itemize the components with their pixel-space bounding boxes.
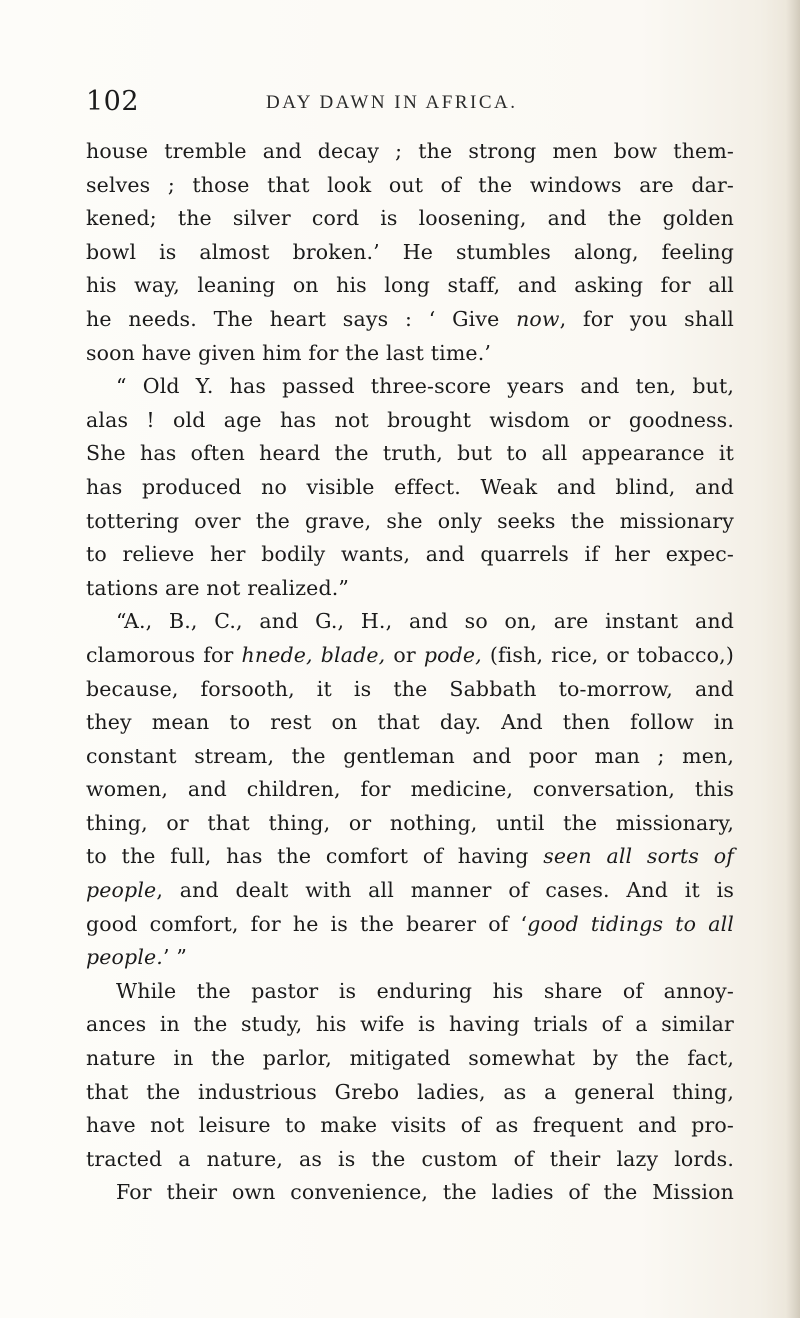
text-run: good comfort, for he is the bearer of ‘ — [86, 911, 528, 936]
text-run: selves ; those that look out of the windows are dar- — [86, 172, 734, 197]
italic-run: pode, — [423, 642, 482, 667]
text-run: While the pastor is enduring his share of annoy- — [116, 978, 734, 1003]
text-line — [86, 639, 734, 673]
text-run: (fish, rice, or tobacco,) — [481, 642, 734, 667]
text-line — [86, 538, 734, 572]
text-run: , and dealt with all manner of cases. And it is — [156, 878, 734, 903]
text-line — [86, 505, 734, 539]
text-line — [86, 975, 734, 1009]
page-number: 102 — [86, 86, 140, 117]
text-run: ances in the study, his wife is having trials of a similar — [86, 1012, 734, 1037]
text-line — [86, 337, 734, 371]
running-title: DAY DAWN IN AFRICA. — [266, 92, 518, 113]
text-line — [86, 941, 734, 975]
text-run: tracted a nature, as is the custom of their lazy lords. — [86, 1146, 734, 1171]
page-edge-shadow — [786, 0, 800, 1318]
text-line — [86, 471, 734, 505]
text-run: bowl is almost broken.’ He stumbles along, feeling — [86, 239, 734, 264]
text-line — [86, 840, 734, 874]
text-line — [86, 303, 734, 337]
text-line — [86, 605, 734, 639]
italic-run: people. — [86, 945, 163, 970]
text-run: that the industrious Grebo ladies, as a general thing, — [86, 1079, 734, 1104]
text-line — [86, 169, 734, 203]
text-line — [86, 1042, 734, 1076]
italic-run: people — [86, 878, 157, 903]
text-line — [86, 370, 734, 404]
text-run: to relieve her bodily wants, and quarrels if her expec- — [86, 542, 734, 567]
text-line — [86, 807, 734, 841]
text-line — [86, 135, 734, 169]
body-text — [86, 135, 734, 1210]
text-run: have not leisure to make visits of as frequent and pro- — [86, 1113, 734, 1138]
text-run: tottering over the grave, she only seeks the missionary — [86, 508, 734, 533]
text-line — [86, 673, 734, 707]
text-run: he needs. The heart says : ‘ Give — [86, 306, 517, 331]
text-run: soon have given him for the last time.’ — [86, 340, 492, 365]
text-line — [86, 773, 734, 807]
text-line — [86, 572, 734, 606]
text-run: clamorous for — [86, 642, 242, 667]
text-line — [86, 874, 734, 908]
text-run: “ Old Y. has passed three-score years and ten, but, — [116, 374, 734, 399]
text-run: , for you shall — [559, 306, 734, 331]
text-run: because, forsooth, it is the Sabbath to-morrow, and — [86, 676, 734, 701]
text-run: or — [385, 642, 424, 667]
text-line — [86, 269, 734, 303]
text-run: his way, leaning on his long staff, and asking for all — [86, 273, 734, 298]
text-line — [86, 1143, 734, 1177]
text-run: has produced no visible effect. Weak and blind, and — [86, 474, 734, 499]
text-line — [86, 202, 734, 236]
text-run: nature in the parlor, mitigated somewhat by the fact, — [86, 1046, 734, 1071]
text-line — [86, 1076, 734, 1110]
text-line — [86, 404, 734, 438]
text-line — [86, 1176, 734, 1210]
text-run: “A., B., C., and G., H., and so on, are instant and — [116, 609, 734, 634]
text-run: She has often heard the truth, but to all appearance it — [86, 441, 734, 466]
italic-run: hnede, blade, — [241, 642, 386, 667]
text-line — [86, 1109, 734, 1143]
text-run: alas ! old age has not brought wisdom or goodness. — [86, 407, 734, 432]
text-run: house tremble and decay ; the strong men bow them- — [86, 139, 734, 163]
text-line — [86, 1008, 734, 1042]
text-line — [86, 706, 734, 740]
text-run: constant stream, the gentleman and poor man ; men, — [86, 743, 734, 768]
text-line — [86, 236, 734, 270]
text-run: to the full, has the comfort of having — [86, 844, 544, 869]
text-run: For their own convenience, the ladies of the Mission — [116, 1180, 734, 1205]
text-run: ’ ” — [162, 945, 187, 970]
text-line — [86, 908, 734, 942]
running-head — [86, 86, 734, 122]
text-line — [86, 740, 734, 774]
text-run: tations are not realized.” — [86, 575, 350, 600]
text-run: they mean to rest on that day. And then follow in — [86, 710, 734, 735]
italic-run: seen all sorts of — [543, 844, 734, 869]
italic-run: good tidings to all — [527, 911, 734, 936]
text-run: kened; the silver cord is loosening, and the golden — [86, 206, 734, 231]
italic-run: now — [516, 306, 560, 331]
text-run: thing, or that thing, or nothing, until the missionary, — [86, 810, 734, 835]
text-line — [86, 437, 734, 471]
text-run: women, and children, for medicine, conversation, this — [86, 777, 734, 802]
